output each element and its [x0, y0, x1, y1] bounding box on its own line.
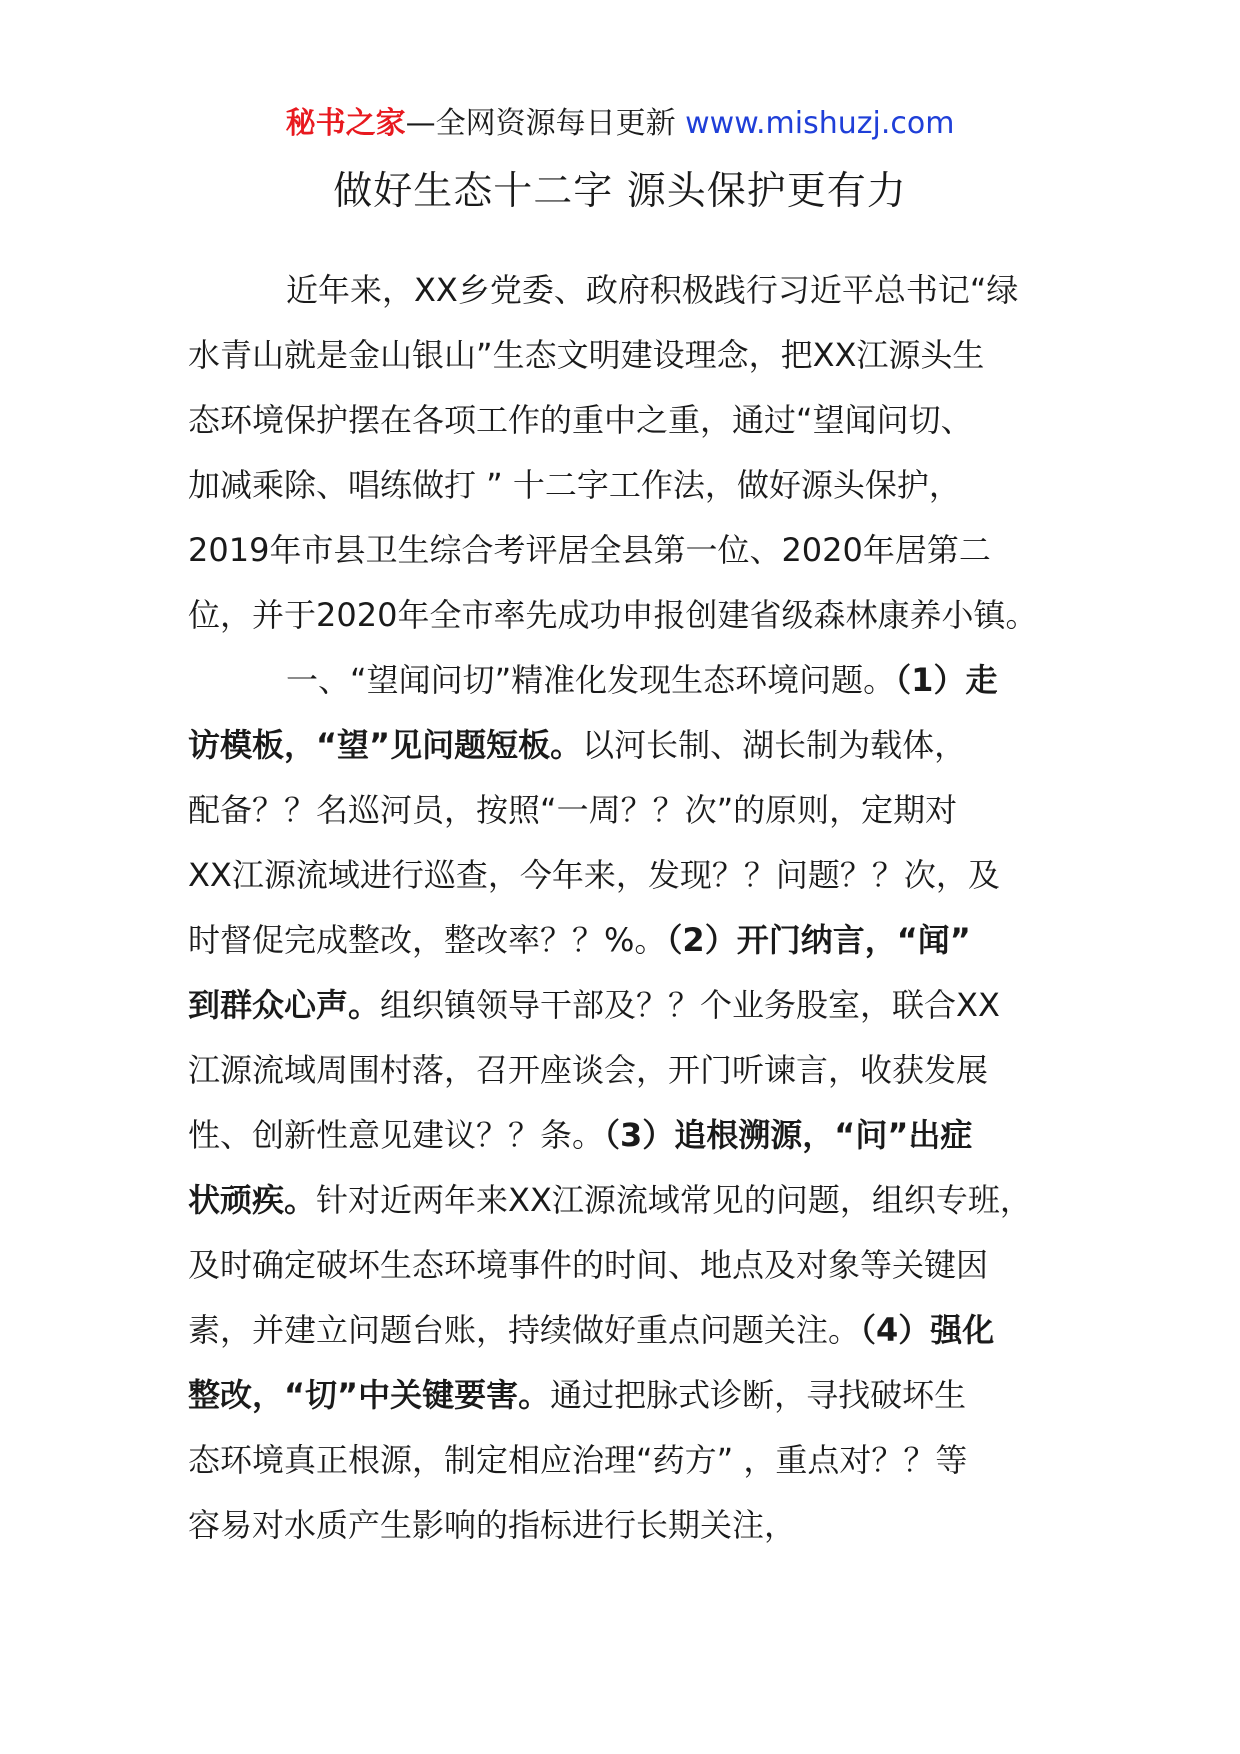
body-line — [188, 713, 1088, 778]
line-text: XX江源流域进行巡查，今年来，发现？？问题？？次，及 — [188, 856, 1000, 894]
line-text: 近年来，XX乡党委、政府积极践行习近平总书记“绿 — [254, 271, 1019, 309]
body-line — [188, 1298, 1088, 1363]
bold-subheading: 整改，“切”中关键要害。 — [188, 1376, 551, 1414]
bold-subheading: 到群众心声。 — [188, 986, 381, 1024]
body-line — [188, 1103, 1088, 1168]
body-line — [188, 518, 1088, 583]
bold-subheading: 状顽疾。 — [188, 1181, 317, 1219]
body-line — [188, 1233, 1088, 1298]
line-text: 水青山就是金山银山”生态文明建设理念，把XX江源头生 — [188, 336, 985, 374]
document-title: 做好生态十二字 源头保护更有力 — [333, 169, 907, 214]
body-line — [188, 908, 1088, 973]
line-text: 素，并建立问题台账，持续做好重点问题关注。 — [188, 1311, 861, 1349]
line-text: 加减乘除、唱练做打 ” 十二字工作法，做好源头保护， — [188, 466, 961, 504]
body-line — [188, 453, 1088, 518]
body-line — [188, 323, 1088, 388]
line-text: 时督促完成整改，整改率？？%。 — [188, 921, 667, 959]
line-text: 针对近两年来XX江源流域常见的问题，组织专班， — [316, 1181, 1032, 1219]
line-text: 态环境真正根源，制定相应治理“药方” ，重点对？？等 — [188, 1441, 968, 1479]
body-line — [188, 1428, 1088, 1493]
line-text: 2019年市县卫生综合考评居全县第一位、2020年居第二 — [188, 531, 991, 569]
line-text: 以河长制、湖长制为载体， — [582, 726, 967, 764]
line-text: 通过把脉式诊断，寻找破坏生 — [550, 1376, 967, 1414]
body-line — [188, 388, 1088, 453]
line-text: 及时确定破坏生态环境事件的时间、地点及对象等关键因 — [188, 1246, 989, 1284]
body-line — [188, 1363, 1088, 1428]
body-line — [188, 843, 1088, 908]
body-line — [188, 258, 1088, 323]
line-text: 配备？？名巡河员，按照“一周？？次”的原则，定期对 — [188, 791, 958, 829]
body-line — [188, 1038, 1088, 1103]
body-line — [188, 778, 1088, 843]
watermark-header — [0, 104, 1240, 144]
header-tagline: —全网资源每日更新 — [405, 106, 686, 141]
bold-subheading: （2）开门纳言，“闻” — [666, 921, 971, 959]
bold-subheading: （3）追根溯源，“问”出症 — [604, 1116, 973, 1154]
body-line — [188, 583, 1088, 648]
line-text: 容易对水质产生影响的指标进行长期关注， — [188, 1506, 797, 1544]
line-text: 性、创新性意见建议？？条。 — [188, 1116, 605, 1154]
bold-subheading: （4）强化 — [860, 1311, 995, 1349]
line-text: 位，并于2020年全市率先成功申报创建省级森林康养小镇。 — [188, 596, 1038, 634]
body-line — [188, 648, 1088, 713]
line-text: 江源流域周围村落，召开座谈会，开门听谏言，收获发展 — [188, 1051, 989, 1089]
body-line — [188, 973, 1088, 1038]
body-line — [188, 1168, 1088, 1233]
line-text: 态环境保护摆在各项工作的重中之重，通过“望闻问切、 — [188, 401, 973, 439]
brand-name: 秘书之家 — [285, 106, 406, 141]
document-body — [188, 258, 1088, 1558]
site-url[interactable]: www.mishuzj.com — [685, 106, 955, 141]
line-text: 组织镇领导干部及？？个业务股室，联合XX — [380, 986, 1000, 1024]
section-heading: 一、“望闻问切”精准化发现生态环境问题。 — [254, 661, 896, 699]
bold-subheading: （1）走 — [895, 661, 998, 699]
body-line — [188, 1493, 1088, 1558]
bold-subheading: 访模板，“望”见问题短板。 — [188, 726, 583, 764]
